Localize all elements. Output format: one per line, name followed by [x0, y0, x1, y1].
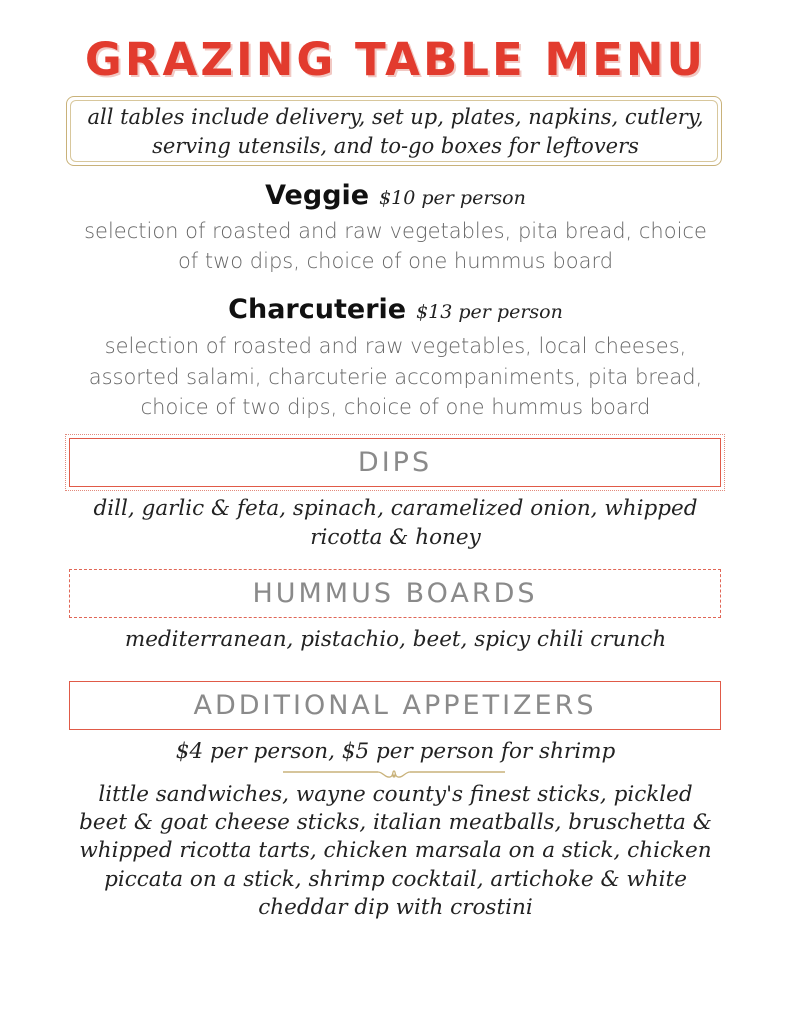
hummus-heading-box — [69, 569, 721, 618]
package-charcuterie-desc-line-2: assorted salami, charcuterie accompaniments, pita bread, — [88, 365, 703, 389]
appetizers-line-4: piccata on a stick, shrimp cocktail, artichoke & white — [104, 867, 687, 892]
appetizers-line-3: whipped ricotta tarts, chicken marsala on a stick, chicken — [79, 838, 712, 863]
dips-line-1: dill, garlic & feta, spinach, caramelized onion, whipped — [93, 496, 698, 521]
package-charcuterie-price: $13 per person — [416, 301, 563, 323]
appetizers-heading-box — [69, 681, 721, 730]
hummus-line-1: mediterranean, pistachio, beet, spicy chili crunch — [124, 627, 667, 652]
appetizers-line-2: beet & goat cheese sticks, italian meatballs, bruschetta & — [79, 810, 712, 835]
package-veggie-name: Veggie — [265, 180, 370, 211]
package-veggie-desc-line-2: of two dips, choice of one hummus board — [177, 249, 614, 273]
dips-line-2: ricotta & honey — [310, 525, 481, 550]
appetizers-line-1: little sandwiches, wayne county's finest sticks, pickled — [98, 782, 693, 807]
package-veggie-desc-line-1: selection of roasted and raw vegetables, pita bread, choice — [84, 219, 707, 243]
package-charcuterie-title — [0, 290, 791, 334]
package-veggie-price: $10 per person — [379, 187, 526, 209]
appetizers-price: $4 per person, $5 per person for shrimp — [175, 739, 616, 764]
hummus-heading: HUMMUS BOARDS — [252, 578, 538, 609]
package-charcuterie-desc-line-1: selection of roasted and raw vegetables, local cheeses, — [104, 334, 687, 358]
intro-line-1: all tables include delivery, set up, plates, napkins, cutlery, — [87, 105, 704, 129]
package-charcuterie-desc-line-3: choice of two dips, choice of one hummus board — [140, 395, 651, 419]
flourish-divider-icon — [283, 768, 505, 782]
package-veggie-title — [0, 176, 791, 220]
dips-heading: DIPS — [357, 447, 433, 478]
appetizers-heading: ADDITIONAL APPETIZERS — [193, 690, 597, 721]
menu-title: GRAZING TABLE MENU — [84, 33, 707, 86]
intro-line-2: serving utensils, and to-go boxes for leftovers — [152, 134, 639, 158]
appetizers-line-5: cheddar dip with crostini — [258, 895, 533, 920]
package-charcuterie-name: Charcuterie — [228, 294, 407, 325]
dips-heading-box — [69, 438, 721, 487]
